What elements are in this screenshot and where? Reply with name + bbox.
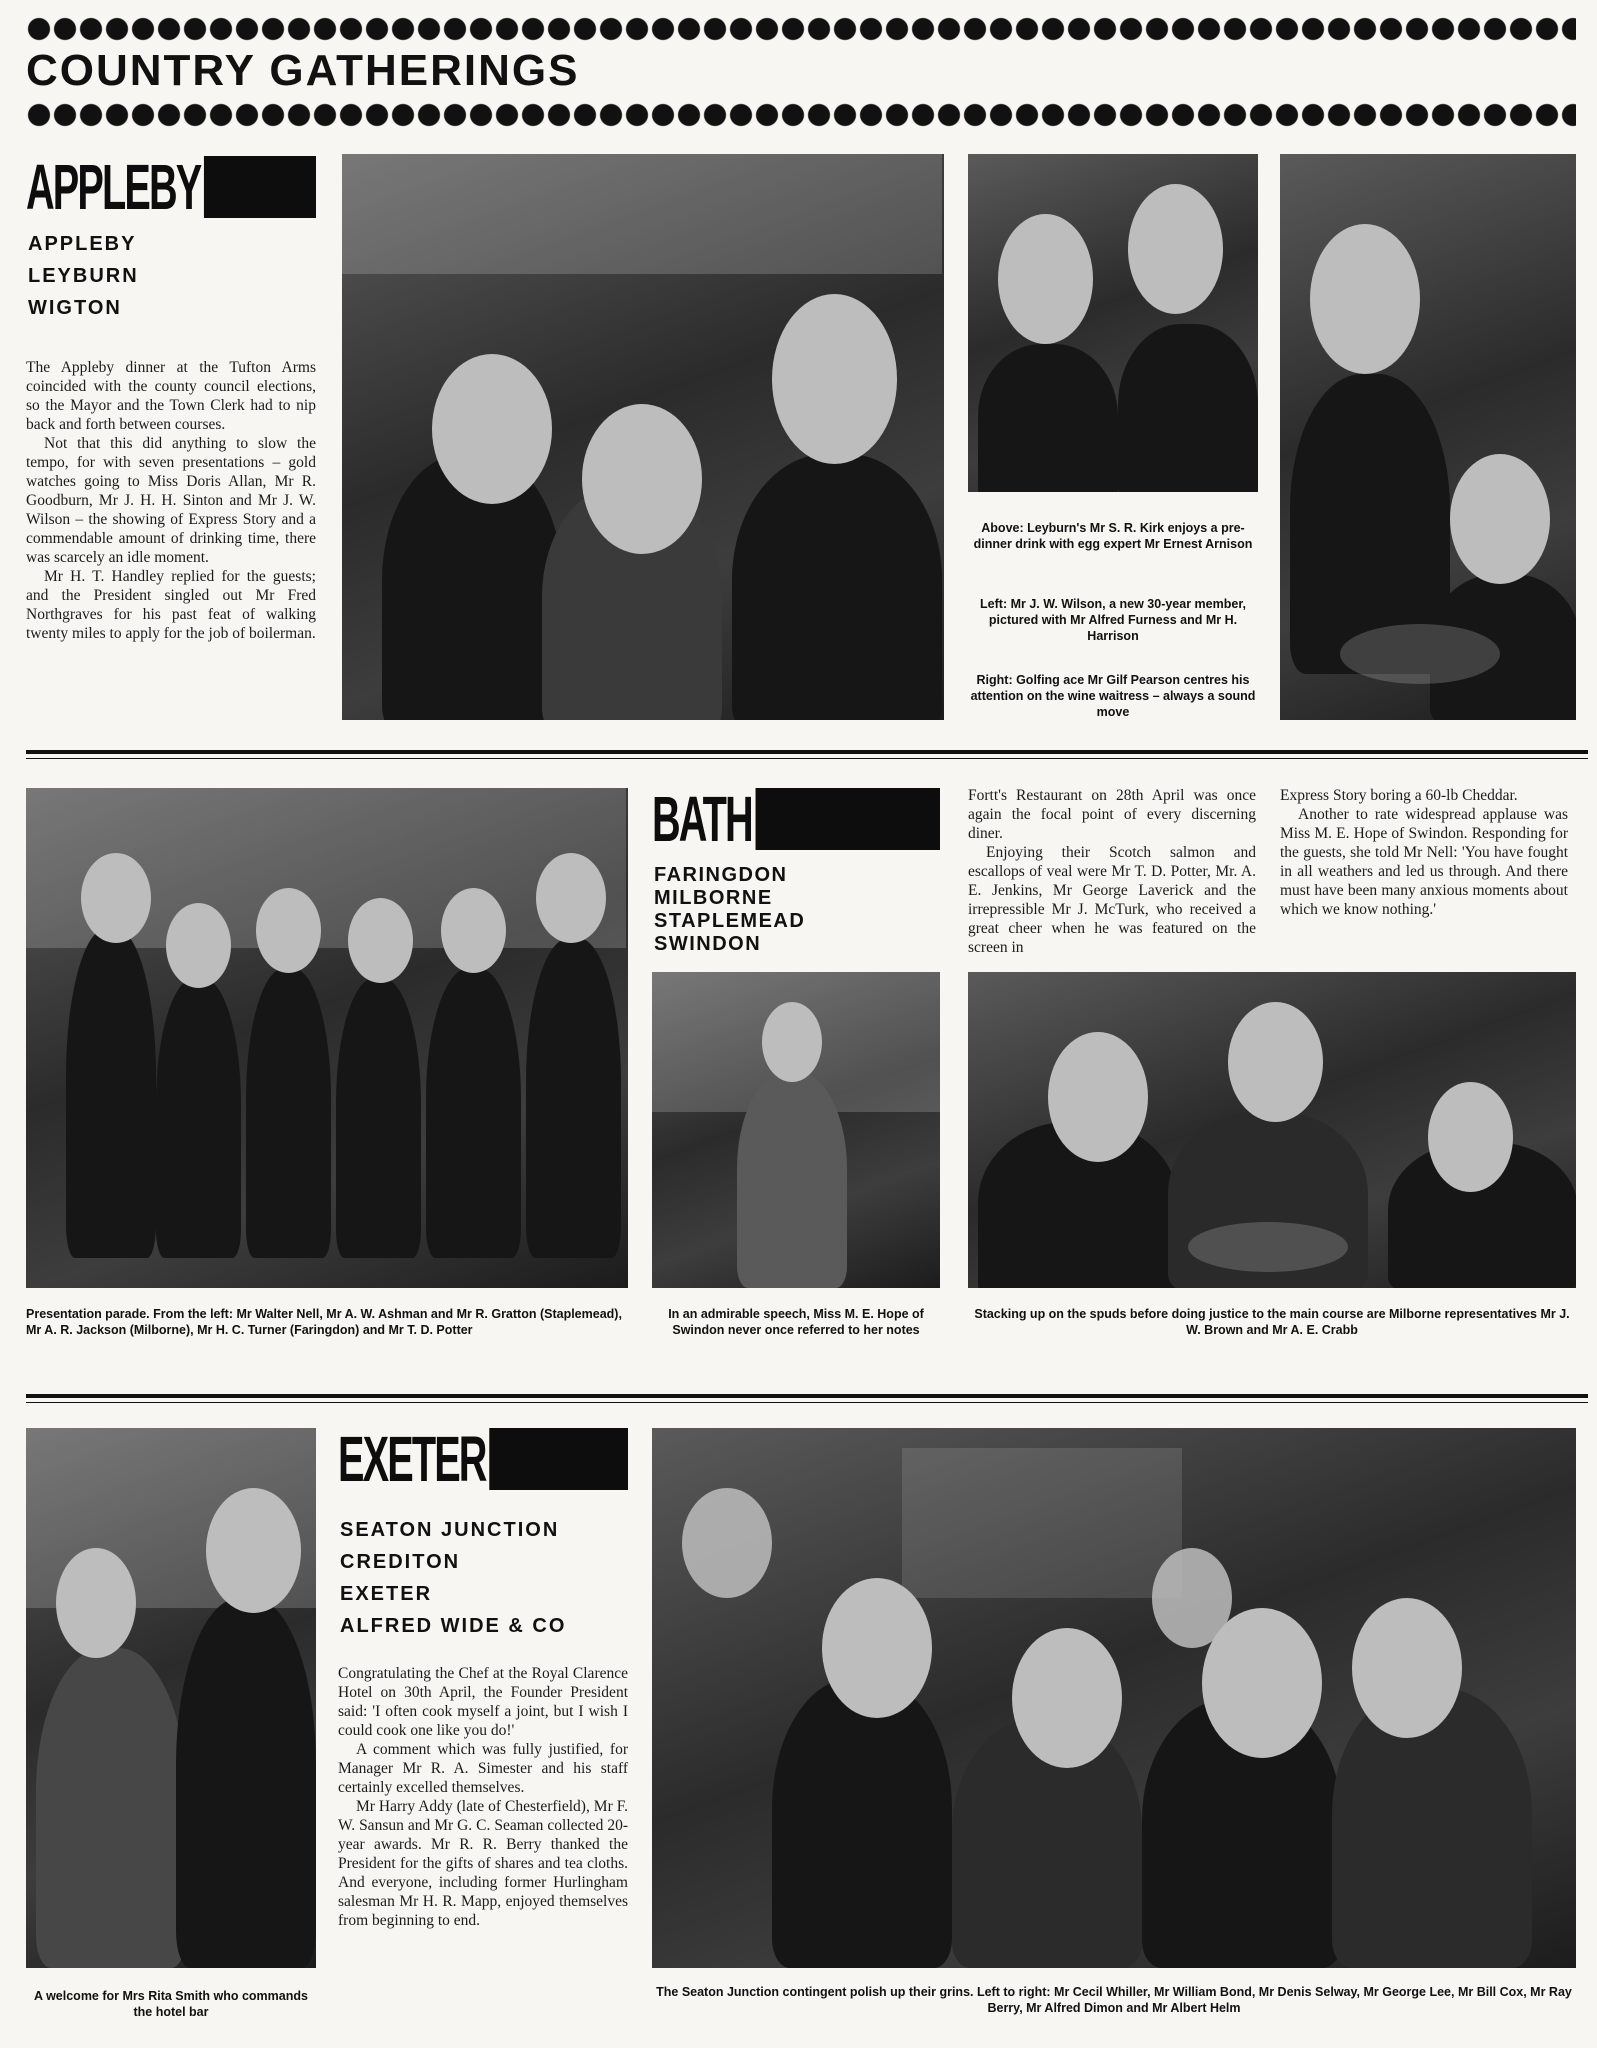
bath-banner [652,783,940,855]
appleby-para-1: The Appleby dinner at the Tufton Arms coincided with the county council elections, so the Mayor and the Town Clerk had to nip back and forth between courses. [26,359,316,433]
caption-above: Above: Leyburn's Mr S. R. Kirk enjoys a pre-dinner drink with egg expert Mr Ernest Arnison [973,521,1253,551]
appleby-subheads [28,228,139,324]
subhead-seaton-junction: SEATON JUNCTION [340,1519,560,1541]
subhead-alfred-wide: ALFRED WIDE & CO [340,1615,567,1637]
bath-para-1: Fortt's Restaurant on 28th April was once again the focal point of every discerning diner. [968,787,1256,842]
photo-wine-waitress [1280,154,1576,720]
exeter-banner-text: EXETER [338,1420,489,1498]
appleby-banner [26,151,316,223]
exeter-para-2: A comment which was fully justified, for Manager Mr R. A. Simester and his staff certainly excelled themselves. [338,1741,628,1796]
exeter-subheads [340,1514,566,1642]
photo-leyburn-kirk [968,154,1258,492]
photo-presentation-parade [26,788,628,1288]
exeter-para-1: Congratulating the Chef at the Royal Clarence Hotel on 30th April, the Founder President said: 'I often cook myself a joint, but I wish I could cook one like you do!' [338,1665,628,1739]
bath-article-col1 [968,786,1256,957]
subhead-crediton: CREDITON [340,1551,461,1573]
subhead-milborne: MILBORNE [654,887,773,909]
exeter-para-3: Mr Harry Addy (late of Chesterfield), Mr F. W. Sansun and Mr G. C. Seaman collected 20-year awards. Mr R. R. Berry thanked the President for the gifts of shares and tea cloths. And everyone, including former Hurlingham salesman Mr H. R. Mapp, enjoyed themselves from beginning to end. [338,1798,628,1929]
appleby-para-3: Mr H. T. Handley replied for the guests; and the President singled out Mr Fred Northgraves for his past feat of walking twenty miles to apply for the job of boilerman. [26,568,316,642]
bath-subheads [654,864,805,956]
photo-seaton-junction-group [652,1428,1576,1968]
photo-miss-hope [652,972,940,1288]
caption-rita-smith: A welcome for Mrs Rita Smith who commands the hotel bar [34,1989,308,2019]
photo-rita-smith [26,1428,316,1968]
bath-para-3: Express Story boring a 60-lb Cheddar. [1280,787,1518,804]
caption-right: Right: Golfing ace Mr Gilf Pearson centres his attention on the wine waitress – always a sound move [970,673,1256,719]
appleby-banner-text: APPLEBY [26,148,204,226]
photo-stacking-spuds [968,972,1576,1288]
caption-seaton-junction: The Seaton Junction contingent polish up their grins. Left to right: Mr Cecil Whiller, Mr William Bond, Mr Denis Selway, Mr George Lee, Mr Bill Cox, Mr Ray Berry, Mr Alfred Dimon and Mr Albert Helm [656,1985,1572,2015]
section-divider-2 [26,1394,1588,1398]
subhead-appleby: APPLEBY [28,233,137,255]
exeter-banner [338,1423,628,1495]
dot-rule-bottom [26,100,1576,130]
caption-left: Left: Mr J. W. Wilson, a new 30-year member, pictured with Mr Alfred Furness and Mr H. Harrison [980,597,1246,643]
bath-para-4: Another to rate widespread applause was Miss M. E. Hope of Swindon. Responding for the guests, she told Mr Nell: 'You have fought in all weathers and led us through. And there must have been many anxious moments about which we know nothing.' [1280,806,1568,918]
subhead-swindon: SWINDON [654,933,762,955]
appleby-article [26,358,316,643]
dot-rule-top [26,14,1576,44]
caption-presentation-parade: Presentation parade. From the left: Mr Walter Nell, Mr A. W. Ashman and Mr R. Gratton (Staplemead), Mr A. R. Jackson (Milborne), Mr H. C. Turner (Faringdon) and Mr T. D. Potter [26,1307,622,1337]
photo-appleby-wilson-group [342,154,944,720]
section-divider-1 [26,750,1588,754]
subhead-wigton: WIGTON [28,297,122,319]
bath-banner-text: BATH [652,780,756,858]
subhead-exeter: EXETER [340,1583,433,1605]
bath-article-col2 [1280,786,1568,919]
subhead-staplemead: STAPLEMEAD [654,910,806,932]
subhead-leyburn: LEYBURN [28,265,139,287]
caption-stacking-spuds: Stacking up on the spuds before doing justice to the main course are Milborne representatives Mr J. W. Brown and Mr A. E. Crabb [974,1307,1570,1337]
exeter-article [338,1664,628,1930]
bath-para-2: Enjoying their Scotch salmon and escallops of veal were Mr T. D. Potter, Mr. A. E. Jenkins, Mr George Laverick and the irrepressible Mr J. McTurk, who received a great cheer when he was featured on the screen in [968,844,1256,956]
caption-miss-hope: In an admirable speech, Miss M. E. Hope of Swindon never once referred to her notes [668,1307,924,1337]
page-title: COUNTRY GATHERINGS [26,46,580,95]
subhead-faringdon: FARINGDON [654,864,788,886]
appleby-para-2: Not that this did anything to slow the tempo, for with seven presentations – gold watches going to Miss Doris Allan, Mr R. Goodburn, Mr J. H. H. Sinton and Mr J. W. Wilson – the showing of Express Story and a commendable amount of drinking time, there was scarcely an idle moment. [26,435,316,566]
